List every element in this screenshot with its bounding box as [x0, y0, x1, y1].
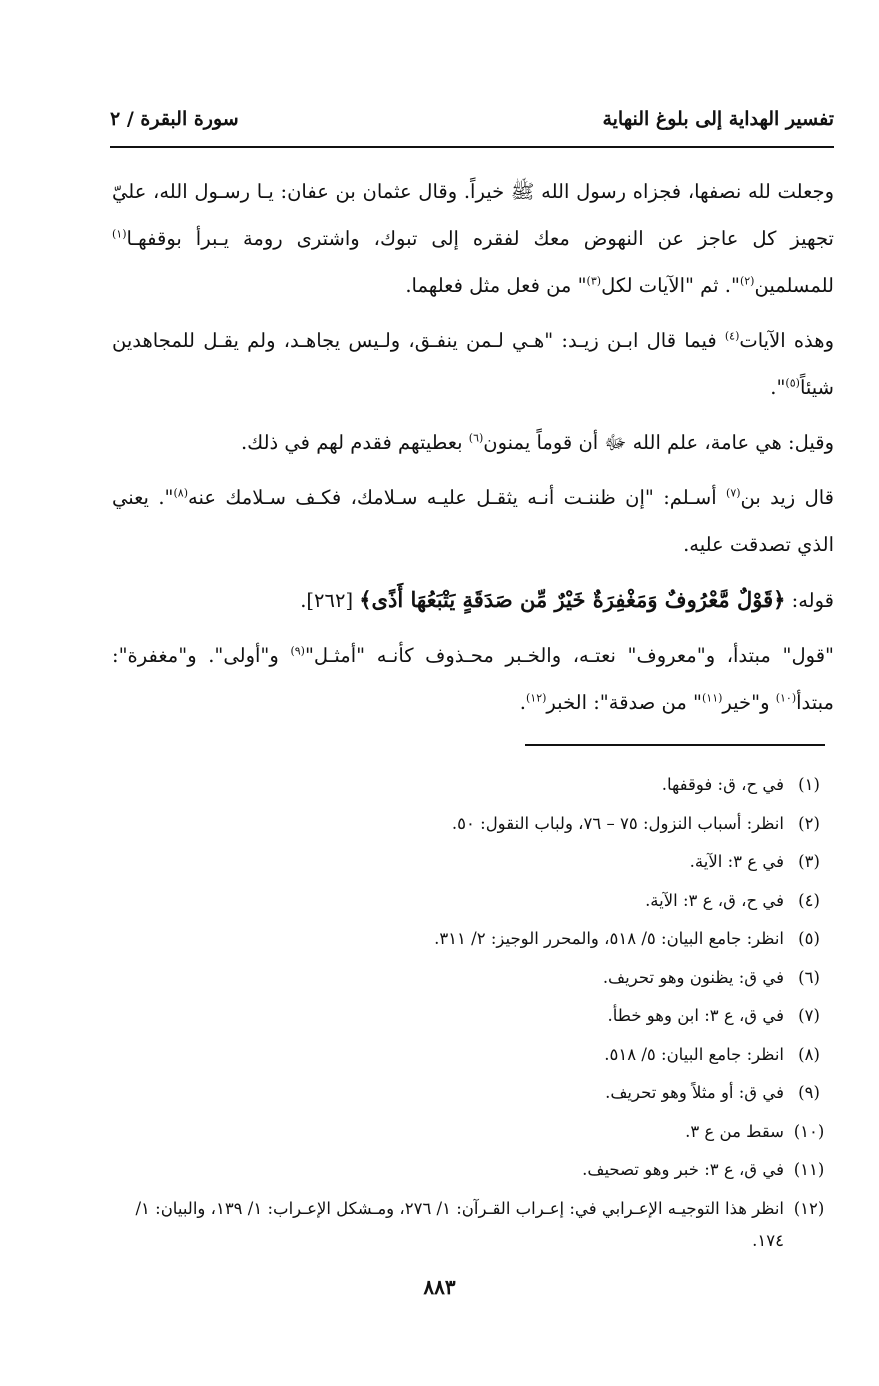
footnote: [110, 805, 834, 844]
footnote-text: انظر: جامع البيان: ٥/ ٥١٨.: [604, 1044, 784, 1064]
footnote-number: (٦): [798, 967, 820, 987]
text-run: ". يعني الذي تصدقت عليه.: [112, 486, 834, 556]
footnote-text: انظر: أسباب النزول: ٧٥ – ٧٦، ولباب النقول: ٥٠.: [451, 813, 784, 833]
footnote-ref[interactable]: (١٠): [775, 691, 797, 705]
footnote-text: في ق، ع ٣: ابن وهو خطأ.: [607, 1006, 784, 1025]
footnote-ref[interactable]: (٨): [173, 486, 189, 500]
footnote-separator: [525, 744, 825, 746]
text-run: أسـلم: "إن ظننـت أنـه يثقـل عليـه سـلامك، فكـف سـلامك عنه: [188, 486, 727, 509]
footnote: [110, 997, 834, 1036]
footnote-text: في ح، ق، ع ٣: الآية.: [645, 890, 784, 910]
footnote-number: (٧): [798, 1006, 820, 1025]
paragraph-6: [112, 632, 834, 726]
footnote-ref[interactable]: (١٢): [526, 691, 547, 705]
running-header: [110, 100, 834, 138]
footnote-number: (١): [798, 775, 820, 794]
text-run: ".: [770, 376, 786, 399]
footnote: [110, 1190, 834, 1257]
quran-verse: ﴿قَوْلٌ مَّعْرُوفٌ وَمَغْفِرَةٌ خَيْرٌ مِّن صَدَقَةٍ يَتْبَعُهَا أَذًى﴾: [359, 587, 786, 612]
text-run: بعطيتهم فقدم لهم في ذلك.: [240, 431, 469, 454]
footnote-number: (٨): [798, 1044, 820, 1064]
text-run: ". ثم "الآيات لكل: [601, 274, 740, 297]
text-run: قوله:: [785, 589, 834, 612]
footnote-ref[interactable]: (١): [112, 227, 127, 241]
footnote-ref[interactable]: (٧): [726, 486, 741, 500]
text-run: و"أولى". و"مغفرة": مبتدأ: [112, 644, 834, 714]
footnote-text: انظر هذا التوجيـه الإعـرابي في: إعـراب القـرآن: ١/ ٢٧٦، ومـشكل الإعـراب: ١/ ١٣٩، والبيان: ١/ ١٧٤.: [135, 1198, 784, 1250]
footnote-ref[interactable]: (٤): [724, 329, 740, 343]
footnote: [110, 882, 834, 921]
footnote-number: (١١): [793, 1160, 825, 1179]
text-run: وجعلت لله نصفها، فجزاه رسول الله ﷺ خيراً. وقال عثمان بن عفان: يـا رسـول الله، عليّ تجهيز كل عاجز عن النهوض معك لفقره إلى تبوك، واشترى رومة يـبرأ بوقفهـا: [112, 180, 834, 250]
main-text: [112, 168, 834, 734]
footnote: [110, 1113, 834, 1152]
footnotes: [110, 766, 834, 1257]
footnote: [110, 766, 834, 805]
footnote-text: في ع ٣: الآية.: [689, 852, 784, 871]
paragraph-5: [112, 576, 834, 624]
footnote: [110, 1151, 834, 1190]
footnote-number: (١٢): [793, 1198, 825, 1218]
book-title: تفسير الهداية إلى بلوغ النهاية: [602, 108, 834, 130]
text-run: " من فعل مثل فعلهما.: [405, 274, 587, 297]
footnote-number: (٢): [798, 813, 820, 833]
footnote: [110, 1036, 834, 1075]
footnote-text: في ق: يظنون وهو تحريف.: [602, 967, 784, 987]
footnote-number: (٥): [798, 929, 820, 948]
text-run: و"خير: [722, 691, 776, 714]
footnote-text: في ق، ع ٣: خبر وهو تصحيف.: [582, 1160, 784, 1179]
text-run: " من صدقة": الخبر: [546, 691, 702, 714]
footnote: [110, 920, 834, 959]
text-run: للمسلمين: [754, 274, 834, 297]
text-run: "قول" مبتدأ، و"معروف" نعتـه، والخـبر محـذوف كأنـه "أمثـل": [304, 644, 834, 667]
footnote-number: (١٠): [793, 1121, 825, 1141]
footnote-number: (٣): [798, 852, 820, 871]
paragraph-3: [112, 419, 834, 466]
footnote-ref[interactable]: (١١): [701, 691, 723, 705]
footnote-ref[interactable]: (٢): [739, 274, 755, 288]
footnote: [110, 959, 834, 998]
footnote-text: انظر: جامع البيان: ٥/ ٥١٨، والمحرر الوجيز: ٢/ ٣١١.: [434, 929, 784, 948]
footnote-text: في ق: أو مثلاً وهو تحريف.: [605, 1083, 784, 1102]
header-rule: [110, 146, 834, 148]
footnote-number: (٤): [798, 890, 820, 910]
footnote-text: في ح، ق: فوقفها.: [661, 775, 784, 794]
footnote-text: سقط من ع ٣.: [685, 1121, 784, 1141]
footnote-ref[interactable]: (٥): [785, 376, 800, 390]
footnote-number: (٩): [798, 1083, 820, 1102]
surah-label: سورة البقرة / ٢: [110, 108, 239, 130]
footnote: [110, 1074, 834, 1113]
page-number: ٨٨٣: [423, 1275, 456, 1299]
text-run: قال زيد بن: [740, 486, 835, 509]
paragraph-1: [112, 168, 834, 309]
footnote: [110, 843, 834, 882]
footnote-ref[interactable]: (٣): [586, 274, 602, 288]
paragraph-2: [112, 317, 834, 411]
verse-number: [٢٦٢].: [300, 589, 360, 612]
paragraph-4: [112, 474, 834, 568]
footnote-ref[interactable]: (٦): [468, 431, 484, 445]
text-run: وقيل: هي عامة، علم الله ﷻ أن قوماً يمنون: [483, 431, 834, 454]
text-run: وهذه الآيات: [739, 329, 834, 352]
text-run: فيما قال ابـن زيـد: "هـي لـمن ينفـق، ولـيس يجاهـد، ولم يقـل للمجاهدين شيئاً: [112, 329, 834, 399]
text-run: .: [519, 691, 526, 714]
footnote-ref[interactable]: (٩): [290, 644, 305, 658]
